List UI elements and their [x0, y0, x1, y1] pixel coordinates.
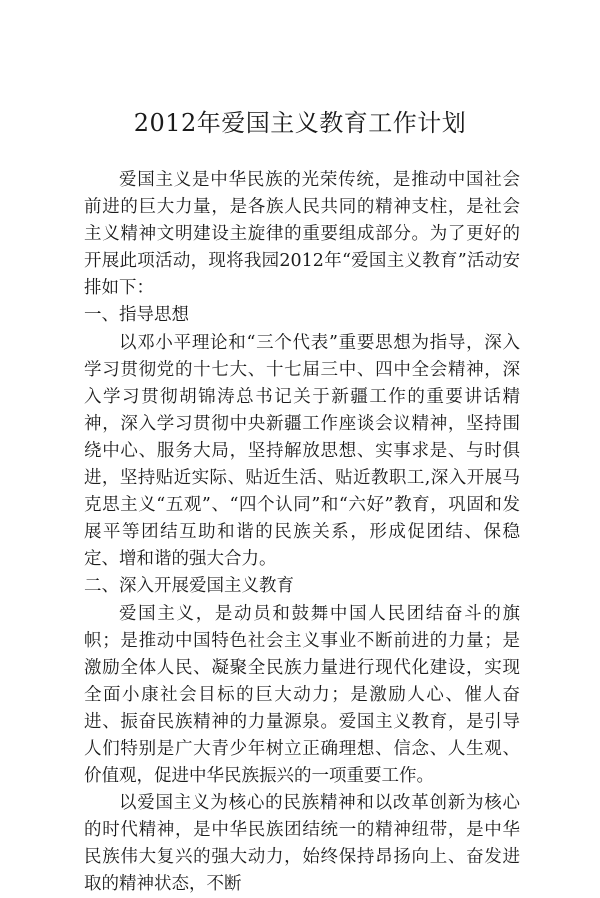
document-title: 2012年爱国主义教育工作计划 [133, 109, 467, 137]
section1-paragraph: 以邓小平理论和“三个代表”重要思想为指导，深入学习贯彻党的十七大、十七届三中、四中全会精神，深入学习贯彻胡锦涛总书记关于新疆工作的重要讲话精神，深入学习贯彻中央新疆工作座谈会议精神，坚持围绕中心、服务大局，坚持解放思想、实事求是、与时俱进，坚持贴近实际、贴近生活、贴近教职工,深入开展马克思主义“五观”、“四个认同”和“六好”教育，巩固和发展平等团结互助和谐的民族关系，形成促团结、保稳定、增和谐的强大合力。 [84, 333, 520, 569]
section-heading-patriotic-education: 二、深入开展爱国主义教育 [84, 576, 294, 596]
document-body [84, 167, 520, 898]
section-heading-guiding-ideology: 一、指导思想 [84, 305, 189, 325]
intro-paragraph: 爱国主义是中华民族的光荣传统，是推动中国社会前进的巨大力量，是各族人民共同的精神支柱，是社会主义精神文明建设主旋律的重要组成部分。为了更好的开展此项活动，现将我园2012年“爱国主义教育”活动安排如下： [84, 170, 520, 298]
section2-paragraph-1: 爱国主义，是动员和鼓舞中国人民团结奋斗的旗帜；是推动中国特色社会主义事业不断前进的力量；是激励全体人民、凝聚全民族力量进行现代化建设，实现全面小康社会目标的巨大动力；是激励人心、催人奋进、振奋民族精神的力量源泉。爱国主义教育，是引导人们特别是广大青少年树立正确理想、信念、人生观、价值观，促进中华民族振兴的一项重要工作。 [84, 604, 520, 786]
section2-paragraph-2: 以爱国主义为核心的民族精神和以改革创新为核心的时代精神，是中华民族团结统一的精神纽带，是中华民族伟大复兴的强大动力，始终保持昂扬向上、奋发进取的精神状态，不断 [84, 793, 520, 894]
